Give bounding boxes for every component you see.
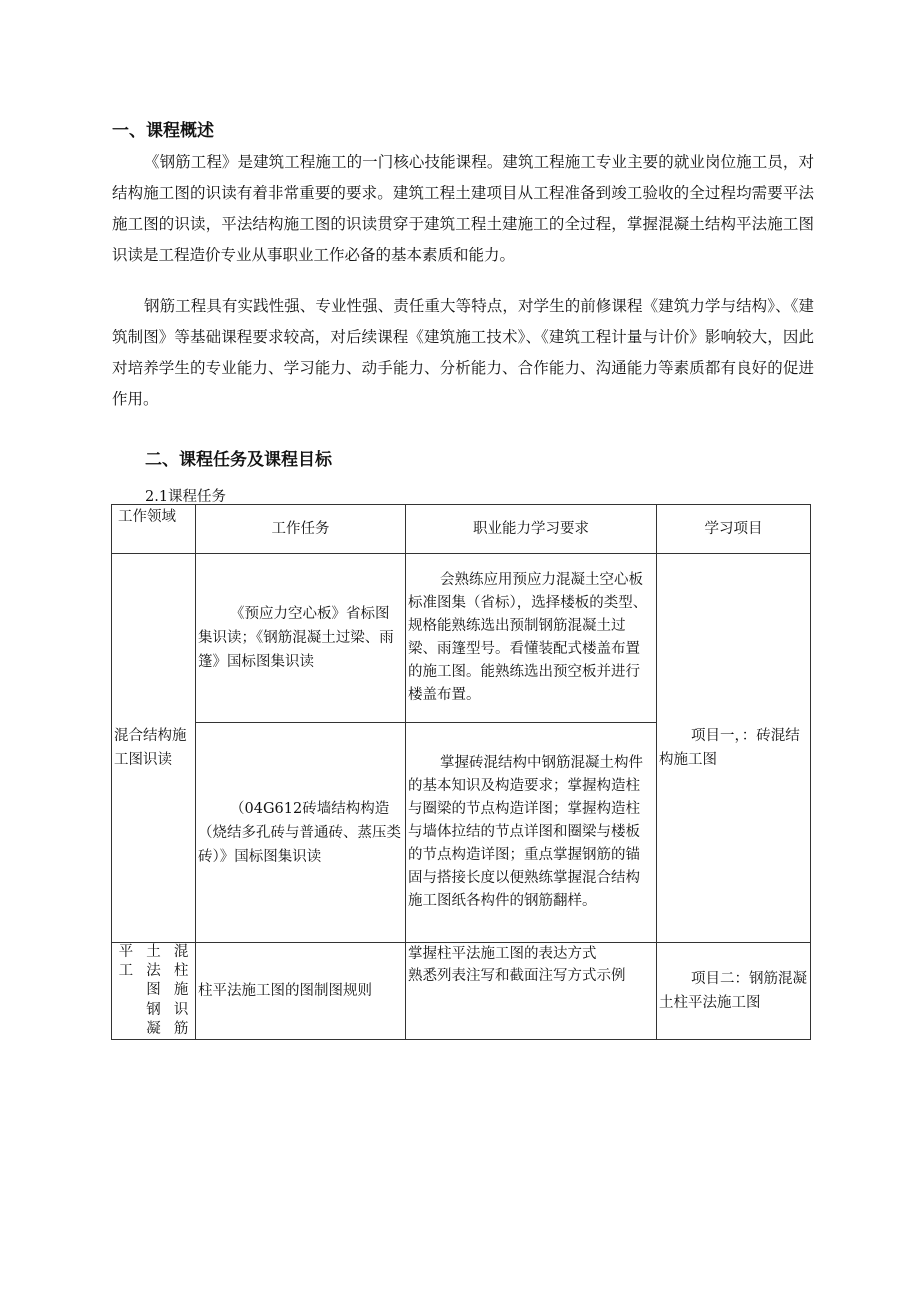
section1-paragraph-1: 《钢筋工程》是建筑工程施工的一门核心技能课程。建筑工程施工专业主要的就业岗位施工员，对结构施工图的识读有着非常重要的要求。建筑工程土建项目从工程准备到竣工验收的全过程均需要平法施工图的识读，平法结构施工图的识读贯穿于建筑工程土建施工的全过程，掌握混凝土结构平法施工图识读是工程造价专业从事职业工作必备的基本素质和能力。 — [112, 153, 814, 264]
subsection-title: 2.1课程任务 — [145, 489, 227, 505]
cell-requirement-column — [406, 943, 657, 1040]
domain-char — [112, 1001, 140, 1020]
table-row — [112, 943, 811, 1040]
cell-project-one: 项目一，：砖混结构施工图 — [657, 554, 811, 943]
cell-requirement-precast-slab: 会熟练应用预应力混凝土空心板标准图集（省标），选择楼板的类型、规格能熟练选出预制钢筋混凝土过梁、雨篷型号。看懂装配式楼盖布置的施工图。能熟练选出预空板并进行楼盖布置。 — [406, 554, 657, 723]
course-task-table — [111, 504, 811, 1040]
header-work-domain: 工作领域 — [112, 505, 196, 554]
domain-char: 钢 — [146, 1001, 161, 1018]
domain-char: 平 — [118, 944, 134, 960]
domain-char: 凝 — [146, 1020, 161, 1037]
cell-domain-column-plan — [112, 943, 196, 1040]
domain-char — [112, 981, 140, 1000]
table-header-row — [112, 505, 811, 554]
requirement-line-1: 掌握柱平法施工图的表达方式 — [408, 946, 597, 962]
domain-char: 法 — [146, 963, 161, 980]
cell-domain-mixed-structure: 混合结构施工图识读 — [112, 554, 196, 943]
cell-task-column-rules: 柱平法施工图的图制图规则 — [196, 943, 406, 1040]
domain-char: 混 — [173, 944, 189, 960]
domain-char: 施 — [173, 982, 189, 999]
table-row — [112, 554, 811, 723]
section2-heading: 二、课程任务及课程目标 — [145, 450, 332, 470]
header-ability-requirement: 职业能力学习要求 — [406, 505, 657, 554]
domain-char: 识 — [173, 1001, 189, 1018]
domain-char — [112, 1020, 140, 1039]
cell-requirement-brick-wall: 掌握砖混结构中钢筋混凝土构件的基本知识及构造要求；掌握构造柱与圈梁的节点构造详图；掌握构造柱与墙体拉结的节点详图和圈梁与楼板的节点构造详图；重点掌握钢筋的锚固与搭接长度以便熟练掌握混合结构施工图纸各构件的钢筋翻样。 — [406, 723, 657, 943]
cell-task-precast-slab: 《预应力空心板》省标图集识读；《钢筋混凝土过梁、雨篷》国标图集识读 — [196, 554, 406, 723]
cell-project-two: 项目二：钢筋混凝土柱平法施工图 — [657, 943, 811, 1040]
section1-heading: 一、课程概述 — [112, 121, 214, 141]
section1-paragraph-2: 钢筋工程具有实践性强、专业性强、责任重大等特点，对学生的前修课程《建筑力学与结构》、《建筑制图》等基础课程要求较高，对后续课程《建筑施工技术》、《建筑工程计量与计价》影响较大，因此对培养学生的专业能力、学习能力、动手能力、分析能力、合作能力、沟通能力等素质都有良好的促进作用。 — [112, 297, 814, 408]
header-learning-project: 学习项目 — [657, 505, 811, 554]
domain-char: 图 — [146, 982, 161, 999]
cell-task-brick-wall: （04G612砖墙结构构造（烧结多孔砖与普通砖、蒸压类砖）》国标图集识读 — [196, 723, 406, 943]
domain-char: 土 — [146, 944, 161, 960]
vertical-domain-text — [112, 943, 195, 1039]
header-work-task: 工作任务 — [196, 505, 406, 554]
domain-char: 工 — [118, 963, 134, 980]
requirement-line-2: 熟悉列表注写和截面注写方式示例 — [408, 968, 626, 984]
domain-char: 筋 — [173, 1020, 189, 1037]
domain-char: 柱 — [173, 963, 189, 980]
